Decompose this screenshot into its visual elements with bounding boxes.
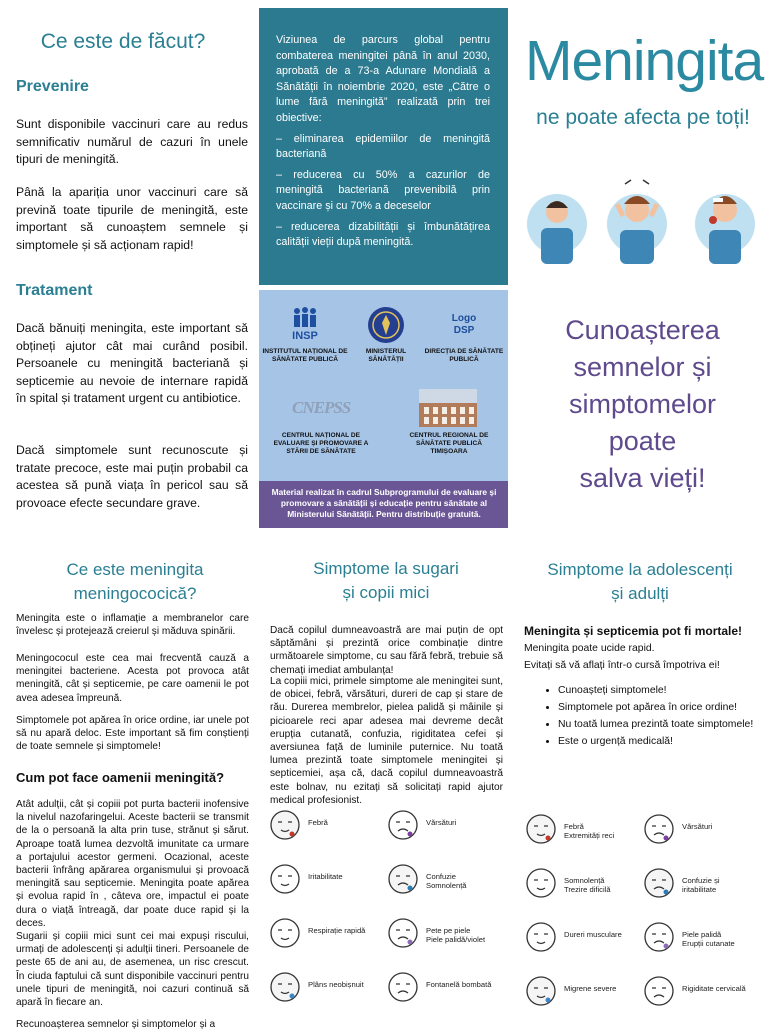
adult-symptoms-heading-line-1: Simptome la adolescenți: [547, 560, 733, 579]
infant-symptom-label: Plâns neobișnuit: [308, 980, 364, 989]
slogan: [525, 312, 760, 497]
insp-logo-text: INSP: [292, 330, 318, 342]
infant-symptom-label: Respirație rapidă: [308, 926, 366, 935]
adult-face-icon: [524, 974, 558, 1013]
treatment-heading: Tratament: [16, 282, 93, 299]
person-3: [695, 194, 755, 264]
slogan-line-1: Cunoașterea: [565, 315, 720, 345]
ministry-caption: MINISTERUL SĂNĂTĂȚII: [365, 348, 407, 363]
meningococcal-paragraph-3: Simptomele pot apărea în orice ordine, iar unele pot să nu apară deloc. Este important să fim conștienți de toate semnele și simptomele!: [16, 715, 249, 753]
vision-intro: Viziunea de parcurs global pentru combaterea meningitei până în anul 2030, aprobată de a 73-a Adunare Mondială a Sănătății în noiembrie 2020, este „Către o lume fără meningită” realizată prin trei obiective:: [276, 34, 490, 124]
cnepss-caption: CENTRUL NAȚIONAL DE EVALUARE ȘI PROMOVARE A STĂRII DE SĂNĂTATE: [273, 432, 369, 455]
slogan-line-2: semnelor și: [573, 352, 712, 382]
transmission-paragraph-3: Recunoașterea semnelor și simptomelor și a: [16, 1019, 216, 1030]
person-1: [527, 194, 587, 264]
slogan-line-3: simptomelor: [568, 389, 717, 419]
adult-line-1: Meningita poate ucide rapid.: [524, 643, 655, 654]
infant-symptom-label: Fontanelă bombată: [426, 980, 492, 989]
infant-face-icon: [386, 970, 420, 1009]
vision-goal-2: – reducerea cu 50% a cazurilor de meningită bacteriană prevenibilă prin vaccinare și cu 70% a deceselor: [276, 168, 490, 212]
cnepss-logo: CNEPSS: [292, 398, 351, 417]
infant-symptom-grid: [268, 808, 504, 1024]
insp-caption: INSTITUTUL NAȚIONAL DE SĂNĂTATE PUBLICĂ: [262, 348, 348, 363]
person-2: [607, 180, 667, 264]
brand-subtitle: ne poate afecta pe toți!: [536, 106, 750, 129]
dsp-caption: DIRECȚIA DE SĂNĂTATE PUBLICĂ: [424, 348, 504, 363]
infant-symptoms-heading: [270, 557, 502, 605]
adult-line-2: Evitați să vă aflați într-o cursă împotriva ei!: [524, 660, 720, 671]
adult-symptom-label: Vărsături: [682, 822, 713, 831]
infant-face-icon: [268, 916, 302, 955]
infant-face-icon: [268, 808, 302, 847]
adult-face-icon: [642, 920, 676, 959]
vision-text: [276, 33, 490, 256]
adult-bullet-list: [540, 682, 753, 750]
meningococcal-paragraph-2: Meningococul este cea mai frecventă cauză a meningitei bacteriene. Acesta pot provoca atât meningită, cât și septicemie, pe care oamenii le pot avea adesea împreună.: [16, 653, 249, 704]
adult-symptom-label: Migrene severe: [564, 984, 617, 993]
meningococcal-heading-line-1: Ce este meningita: [66, 560, 204, 579]
vision-goal-3: – reducerea dizabilității și îmbunătățirea calității vieții după meningită.: [276, 220, 490, 249]
infant-symptom-label: Vărsături: [426, 818, 457, 827]
adult-symptom-label: Somnolență Trezire dificilă: [564, 876, 611, 894]
adult-symptom-label: Piele palidă Erupții cutanate: [682, 930, 735, 948]
adult-bullet: • Nu toată lumea prezintă toate simptomele!: [558, 716, 753, 733]
adult-symptoms-heading-line-2: și adulți: [611, 584, 669, 603]
slogan-line-5: salva vieți!: [579, 463, 706, 493]
infant-symptom-label: Iritabilitate: [308, 872, 343, 881]
infant-paragraph-2: La copiii mici, primele simptome ale meningitei sunt, de obicei, febră, vărsături, dureri de cap și stare de rău. Durerea membrelor, pielea palidă și mâinile și picioarele reci apar adesea mai devreme decât erupția cutanată, confuzia, rigiditatea cefei și aversiunea față de luminile puternice. Nu toată lumea prezintă toate simptomele meningitei și septicemiei, așa că, dacă copilul dumneavoastră este bolnav, nu ezitați să solicitați rapid ajutor medical profesionist.: [270, 676, 503, 806]
transmission-paragraph-1: Atât adulții, cât și copiii pot purta bacterii inofensive la nivelul nazofaringelui. Aceste bacterii se transmit de la o persoană la alta prin tuse, strănut și sărut. Aproape toată lumea dezvoltă imunitate ca urmare a portajului acestor germeni. Ocazional, aceste bacterii înfrâng apărarea organismului și provoacă meningită sau septicemie. Meningita poate apărea și evolua rapid în , câteva ore, impactul ei poate dura o viață întreagă, dar poate duce rapid și la deces.: [16, 799, 249, 929]
adult-symptoms-heading: [524, 558, 756, 606]
adult-face-icon: [524, 866, 558, 905]
adult-face-icon: [642, 812, 676, 851]
dsp-logo: Logo DSP: [451, 313, 477, 336]
adult-bullet: • Simptomele pot apărea în orice ordine!: [558, 699, 753, 716]
adult-symptom-label: Dureri musculare: [564, 930, 622, 939]
ministry-seal: [366, 305, 406, 345]
infant-face-icon: [268, 862, 302, 901]
infant-face-icon: [386, 916, 420, 955]
infant-symptoms-heading-line-1: Simptome la sugari: [313, 559, 459, 578]
prevention-heading: Prevenire: [16, 78, 89, 95]
adult-face-icon: [524, 812, 558, 851]
infant-face-icon: [386, 862, 420, 901]
treatment-paragraph-1: Dacă bănuiți meningita, este important să obțineți ajutor cât mai curând posibil. Persoanele cu meningită bacteriană și septicemie au nevoie de internare rapidă în spital și tratament urgent cu antibiotice.: [16, 321, 248, 406]
infant-symptom-label: Febră: [308, 818, 328, 827]
infant-symptoms-heading-line-2: și copii mici: [342, 583, 430, 602]
transmission-paragraph-2: Sugarii și copiii mici sunt cei mai expuși riscului, urmați de adolescenți și adulții tineri. Persoanele de peste 65 de ani au, de asemenea, un risc crescut. În ciuda faptului că sunt disponibile vaccinuri pentru unele tipuri de meningită, noi cazuri continuă să apară în fiecare an.: [16, 931, 249, 1009]
adult-symptom-label: Febră Extremități reci: [564, 822, 615, 840]
slogan-line-4: poate: [608, 426, 677, 456]
transmission-heading: Cum pot face oamenii meningită?: [16, 770, 225, 785]
meningococcal-paragraph-1: Meningita este o inflamație a membranelor care învelesc și protejează creierul și măduva spinării.: [16, 613, 249, 638]
adult-bullet: • Este o urgență medicală!: [558, 733, 753, 750]
prevention-paragraph-2: Până la apariția unor vaccinuri care să prevină toate tipurile de meningită, este important să cunoaștem semnele și simptomele și să acționam rapid!: [16, 185, 248, 252]
meningococcal-heading: [20, 558, 250, 606]
adult-warning: Meningita și septicemia pot fi mortale!: [524, 624, 743, 638]
adult-symptom-label: Confuzie și iritabilitate: [682, 876, 720, 894]
material-note: Material realizat în cadrul Subprogramului de evaluare și promovare a sănătății și educație pentru sănătate al Ministerului Sănătății. Pentru distribuție gratuită.: [271, 487, 497, 519]
regional-caption: CENTRUL REGIONAL DE SĂNĂTATE PUBLICĂ TIMIȘOARA: [409, 432, 489, 455]
insp-logo: [287, 305, 323, 343]
vision-goal-1: – eliminarea epidemiilor de meningită bacteriană: [276, 132, 490, 161]
adult-symptom-label: Rigiditate cervicală: [682, 984, 746, 993]
infant-face-icon: [268, 970, 302, 1009]
prevention-paragraph-1: Sunt disponibile vaccinuri care au redus semnificativ numărul de cazuri în unele tipuri de meningită.: [16, 117, 248, 167]
infant-paragraph-1: Dacă copilul dumneavoastră are mai puțin de opt săptămâni și prezintă orice combinație dintre următoarele simptome, cu sau fără febră, trebuie să chemați imediat ambulanța!: [270, 625, 503, 676]
adult-face-icon: [642, 866, 676, 905]
adult-symptom-grid: [524, 812, 760, 1024]
adult-face-icon: [642, 974, 676, 1013]
infant-symptom-label: Confuzie Somnolență: [426, 872, 467, 890]
treatment-paragraph-2: Dacă simptomele sunt recunoscute și tratate precoce, este mai puțin probabil ca acestea să pună viața în pericol sau să provoace efecte secundare grave.: [16, 443, 248, 510]
brand-title: Meningita: [525, 29, 764, 93]
adult-face-icon: [524, 920, 558, 959]
infant-symptom-label: Pete pe piele Piele palidă/violet: [426, 926, 486, 944]
regional-center-photo: [419, 389, 477, 427]
sick-people-illustration: [527, 176, 762, 266]
adult-bullet: • Cunoașteți simptomele!: [558, 682, 753, 699]
meningococcal-heading-line-2: meningococică?: [73, 584, 197, 603]
infant-face-icon: [386, 808, 420, 847]
what-to-do-title: Ce este de făcut?: [40, 30, 206, 53]
